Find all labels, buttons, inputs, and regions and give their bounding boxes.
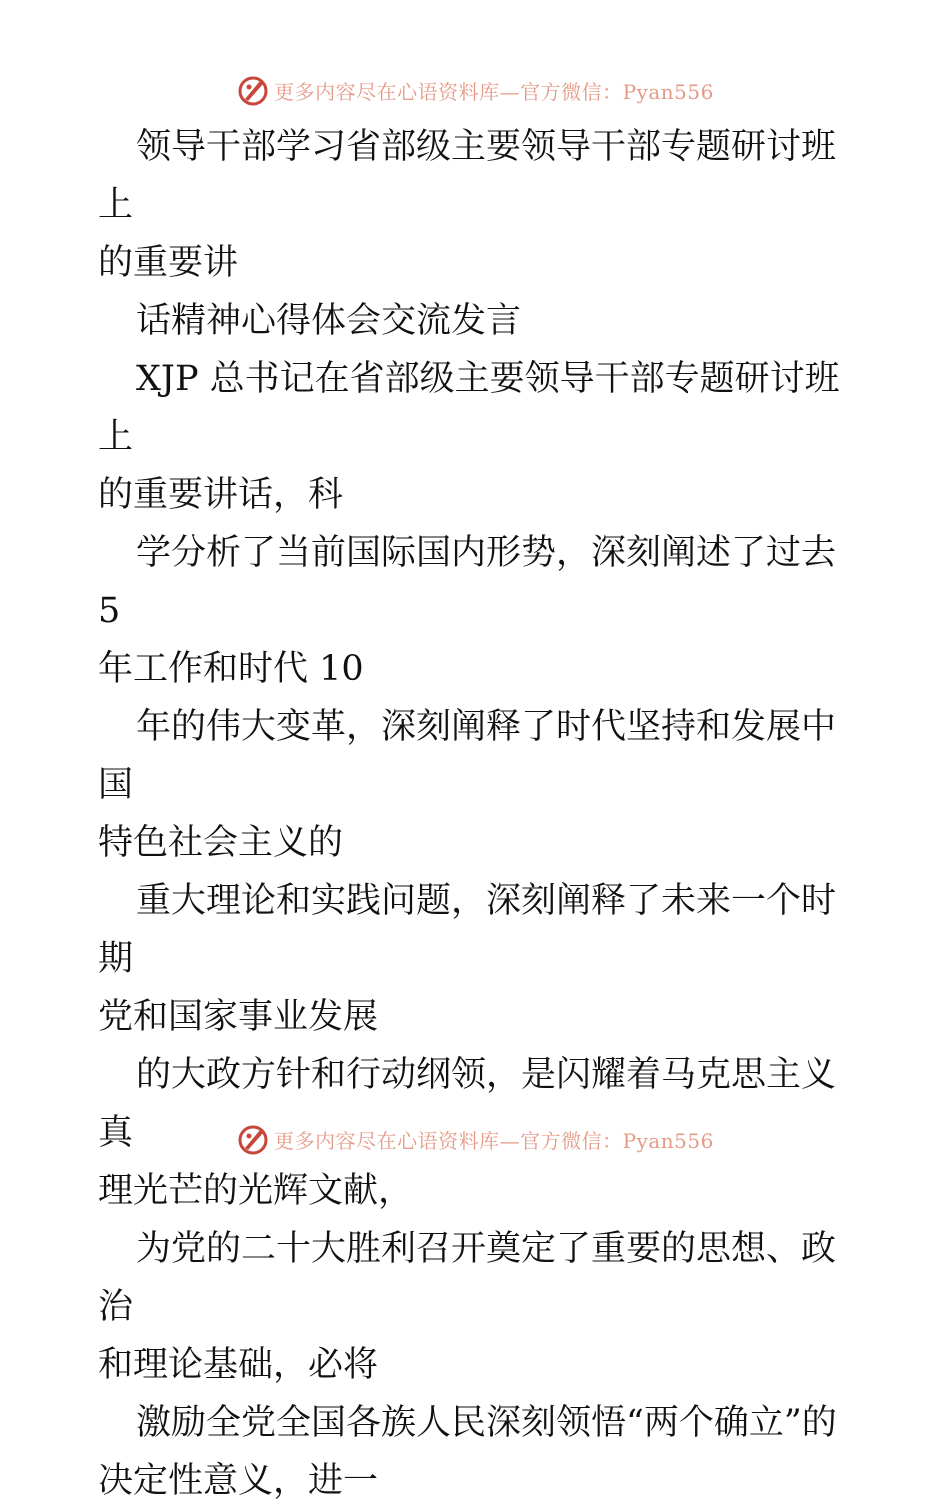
- body-line: 为党的二十大胜利召开奠定了重要的思想、政治: [98, 1229, 837, 1327]
- body-line: 决定性意义，进一: [98, 1461, 379, 1501]
- body-line: 理光芒的光辉文献，: [98, 1171, 414, 1211]
- body-line: 的重要讲话，科: [98, 475, 344, 515]
- header-banner: [0, 70, 950, 110]
- body-line: 学分析了当前国际国内形势，深刻阐述了过去 5: [98, 533, 837, 631]
- body-line: 和理论基础，必将: [98, 1345, 379, 1385]
- body-line: 话精神心得体会交流发言: [136, 301, 522, 341]
- body-line: 的大政方针和行动纲领，是闪耀着马克思主义真: [98, 1055, 837, 1153]
- pen-circle-logo-icon: [236, 1122, 270, 1156]
- footer-banner-text: 更多内容尽在心语资料库—官方微信：Pyan556: [274, 1128, 714, 1153]
- header-banner-text: 更多内容尽在心语资料库—官方微信：Pyan556: [274, 79, 714, 104]
- body-line: 特色社会主义的: [98, 823, 344, 863]
- body-line: 领导干部学习省部级主要领导干部专题研讨班上: [98, 127, 837, 225]
- pen-circle-logo-icon: [236, 73, 270, 107]
- document-body: [98, 118, 858, 1510]
- footer-banner: [0, 1119, 950, 1159]
- body-line: XJP 总书记在省部级主要领导干部专题研讨班上: [98, 359, 840, 457]
- body-line: 年的伟大变革，深刻阐释了时代坚持和发展中国: [98, 707, 837, 805]
- body-line: 重大理论和实践问题，深刻阐释了未来一个时期: [98, 881, 837, 979]
- body-line: 党和国家事业发展: [98, 997, 379, 1037]
- body-line: 激励全党全国各族人民深刻领悟“两个确立”的: [136, 1403, 837, 1443]
- body-line: 的重要讲: [98, 243, 239, 283]
- body-line: 年工作和时代 10: [98, 649, 364, 689]
